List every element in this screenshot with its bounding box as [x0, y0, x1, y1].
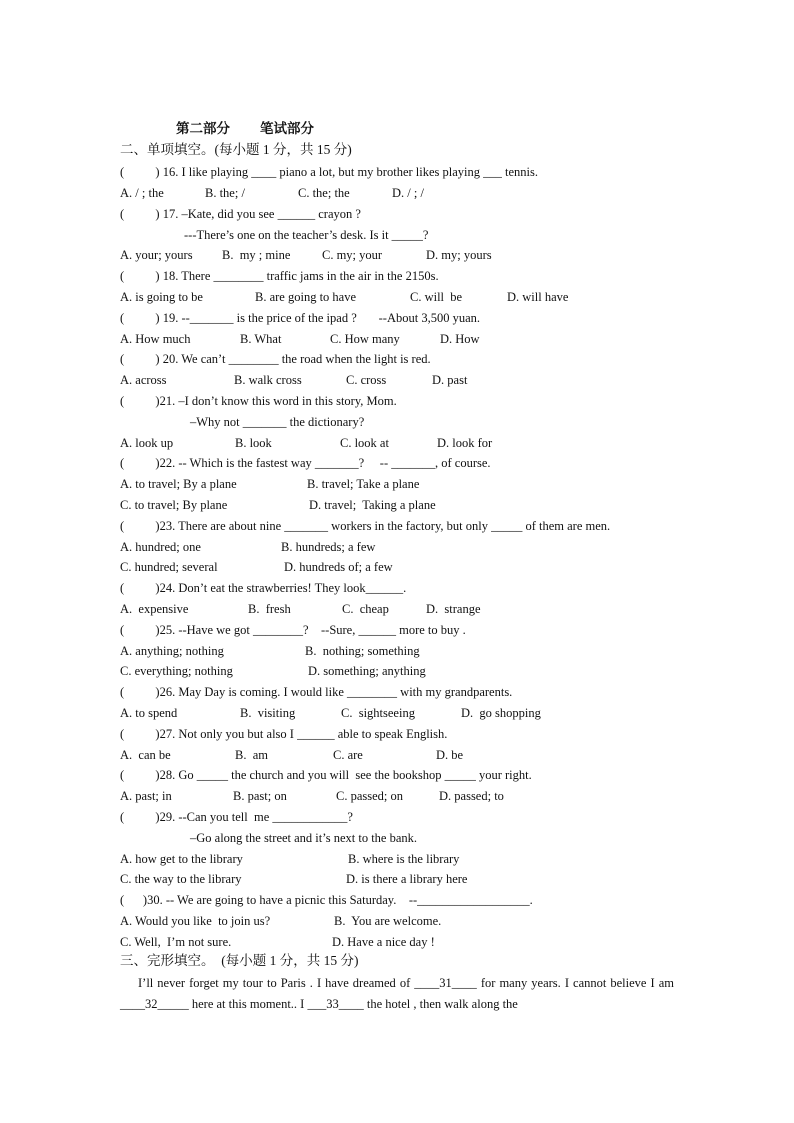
- question-21-option-c: C. look at: [340, 436, 389, 450]
- question-20-option-d: D. past: [432, 373, 468, 387]
- question-24-option-d: D. strange: [426, 602, 481, 616]
- question-24-option-c: C. cheap: [342, 602, 389, 616]
- question-21-stem: ( )21. –I don’t know this word in this story, Mom.: [120, 394, 397, 408]
- question-21-option-a: A. look up: [120, 436, 174, 450]
- part-heading: 第二部分: [176, 121, 230, 136]
- question-25-stem: ( )25. --Have we got ________? --Sure, ______ more to buy .: [120, 623, 466, 637]
- question-22-option-a: A. to travel; By a plane: [120, 477, 237, 491]
- question-28-option-c: C. passed; on: [336, 789, 404, 803]
- question-19-option-c: C. How many: [330, 332, 400, 346]
- question-28-option-d: D. passed; to: [439, 789, 504, 803]
- question-17-stem: ( ) 17. –Kate, did you see ______ crayon ?: [120, 207, 361, 221]
- question-18-option-a: A. is going to be: [120, 290, 203, 304]
- question-26-option-a: A. to spend: [120, 706, 178, 720]
- question-27-option-a: A. can be: [120, 748, 171, 762]
- question-17-stem-reply: ---There’s one on the teacher’s desk. Is it _____?: [184, 228, 429, 242]
- cloze-passage: I’ll never forget my tour to Paris . I have dreamed of ____31____ for many years. I cannot believe I am ____32_____ here at this moment.. I ___33____ the hotel , then walk along the: [120, 976, 674, 1011]
- part-title: 笔试部分: [260, 121, 314, 136]
- question-28-option-b: B. past; on: [233, 789, 287, 803]
- question-23-option-b: B. hundreds; a few: [281, 540, 376, 554]
- question-23-option-c: C. hundred; several: [120, 560, 218, 574]
- question-18-stem: ( ) 18. There ________ traffic jams in the air in the 2150s.: [120, 269, 439, 283]
- question-19-option-a: A. How much: [120, 332, 191, 346]
- question-25-option-c: C. everything; nothing: [120, 664, 233, 678]
- question-25-option-a: A. anything; nothing: [120, 644, 224, 658]
- question-30-option-b: B. You are welcome.: [334, 914, 442, 928]
- question-20-stem: ( ) 20. We can’t ________ the road when the light is red.: [120, 352, 431, 366]
- question-26-option-c: C. sightseeing: [341, 706, 415, 720]
- question-17-option-d: D. my; yours: [426, 248, 492, 262]
- question-19-stem: ( ) 19. --_______ is the price of the ipad ? --About 3,500 yuan.: [120, 311, 480, 325]
- question-30-option-c: C. Well, I’m not sure.: [120, 935, 232, 949]
- question-21-option-b: B. look: [235, 436, 272, 450]
- question-27-option-d: D. be: [436, 748, 464, 762]
- question-21-stem-reply: –Why not _______ the dictionary?: [190, 415, 365, 429]
- question-16-option-d: D. / ; /: [392, 186, 424, 200]
- question-27-option-c: C. are: [333, 748, 363, 762]
- question-29-option-d: D. is there a library here: [346, 872, 468, 886]
- question-29-stem: ( )29. --Can you tell me ____________?: [120, 810, 353, 824]
- question-18-option-d: D. will have: [507, 290, 569, 304]
- question-20-option-c: C. cross: [346, 373, 387, 387]
- question-24-option-b: B. fresh: [248, 602, 291, 616]
- question-19-option-b: B. What: [240, 332, 282, 346]
- question-30-stem: ( )30. -- We are going to have a picnic this Saturday. --__________________.: [120, 893, 533, 907]
- question-30-option-d: D. Have a nice day !: [332, 935, 435, 949]
- question-16-option-a: A. / ; the: [120, 186, 164, 200]
- section-2-heading: 二、单项填空。(每小题 1 分，共 15 分): [120, 142, 352, 157]
- question-20-option-a: A. across: [120, 373, 167, 387]
- question-29-stem-reply: –Go along the street and it’s next to the bank.: [190, 831, 418, 845]
- question-18-option-b: B. are going to have: [255, 290, 357, 304]
- question-28-stem: ( )28. Go _____ the church and you will see the bookshop _____ your right.: [120, 768, 532, 782]
- question-17-option-b: B. my ; mine: [222, 248, 291, 262]
- question-22-option-c: C. to travel; By plane: [120, 498, 228, 512]
- question-21-option-d: D. look for: [437, 436, 493, 450]
- question-22-option-b: B. travel; Take a plane: [307, 477, 420, 491]
- section-3-heading: 三、完形填空。 (每小题 1 分，共 15 分): [120, 953, 359, 968]
- question-29-option-c: C. the way to the library: [120, 872, 242, 886]
- question-28-option-a: A. past; in: [120, 789, 172, 803]
- question-23-option-a: A. hundred; one: [120, 540, 201, 554]
- question-18-option-c: C. will be: [410, 290, 463, 304]
- question-16-stem: ( ) 16. I like playing ____ piano a lot, but my brother likes playing ___ tennis.: [120, 165, 538, 179]
- question-27-option-b: B. am: [235, 748, 268, 762]
- question-17-option-a: A. your; yours: [120, 248, 193, 262]
- question-26-option-b: B. visiting: [240, 706, 296, 720]
- question-22-option-d: D. travel; Taking a plane: [309, 498, 436, 512]
- question-20-option-b: B. walk cross: [234, 373, 302, 387]
- question-17-option-c: C. my; your: [322, 248, 383, 262]
- question-16-option-c: C. the; the: [298, 186, 350, 200]
- question-26-option-d: D. go shopping: [461, 706, 541, 720]
- question-29-option-b: B. where is the library: [348, 852, 460, 866]
- question-25-option-b: B. nothing; something: [305, 644, 420, 658]
- question-23-option-d: D. hundreds of; a few: [284, 560, 393, 574]
- question-25-option-d: D. something; anything: [308, 664, 426, 678]
- question-29-option-a: A. how get to the library: [120, 852, 243, 866]
- question-27-stem: ( )27. Not only you but also I ______ able to speak English.: [120, 727, 448, 741]
- question-16-option-b: B. the; /: [205, 186, 245, 200]
- question-22-stem: ( )22. -- Which is the fastest way _______? -- _______, of course.: [120, 456, 491, 470]
- question-30-option-a: A. Would you like to join us?: [120, 914, 271, 928]
- question-19-option-d: D. How: [440, 332, 480, 346]
- question-23-stem: ( )23. There are about nine _______ workers in the factory, but only _____ of them are men.: [120, 519, 611, 533]
- question-24-option-a: A. expensive: [120, 602, 189, 616]
- question-26-stem: ( )26. May Day is coming. I would like ________ with my grandparents.: [120, 685, 513, 699]
- question-24-stem: ( )24. Don’t eat the strawberries! They look______.: [120, 581, 407, 595]
